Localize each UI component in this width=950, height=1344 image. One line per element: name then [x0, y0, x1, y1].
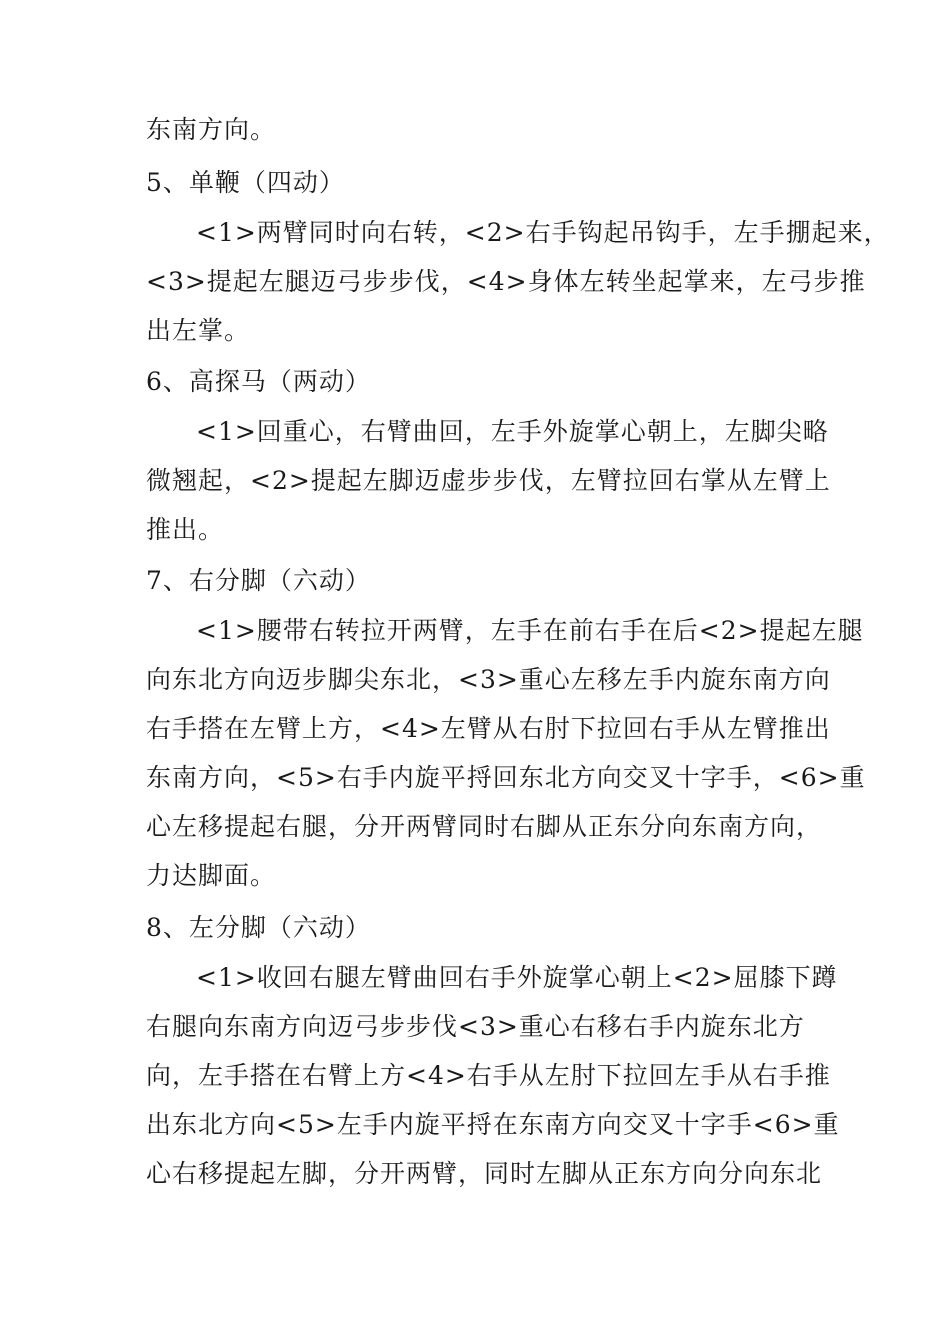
text-line: 出东北方向<5>左手内旋平捋在东南方向交叉十字手<6>重	[146, 1110, 840, 1139]
text-line: 向，左手搭在右臂上方<4>右手从左肘下拉回左手从右手推	[146, 1061, 831, 1090]
text-line: 推出。	[146, 515, 225, 544]
text-line: 出左掌。	[146, 316, 251, 345]
section-heading-high-pat-horse: 6、高探马（两动）	[146, 367, 371, 396]
section-heading-right-kick: 7、右分脚（六动）	[146, 566, 371, 595]
text-line: 微翘起，<2>提起左脚迈虚步步伐，左臂拉回右掌从左臂上	[146, 466, 831, 495]
text-line: 心左移提起右腿，分开两臂同时右脚从正东分向东南方向，	[146, 812, 823, 841]
text-line: 东南方向。	[146, 115, 277, 144]
text-line: 向东北方向迈步脚尖东北，<3>重心左移左手内旋东南方向	[146, 665, 831, 694]
text-line: <1>两臂同时向右转，<2>右手钩起吊钩手，左手掤起来，	[196, 218, 890, 247]
text-line: 力达脚面。	[146, 861, 277, 890]
text-line: 右腿向东南方向迈弓步步伐<3>重心右移右手内旋东北方	[146, 1012, 805, 1041]
text-line: 东南方向，<5>右手内旋平捋回东北方向交叉十字手，<6>重	[146, 763, 866, 792]
section-heading-single-whip: 5、单鞭（四动）	[146, 168, 345, 197]
text-line: <1>回重心，右臂曲回，左手外旋掌心朝上，左脚尖略	[196, 417, 829, 446]
text-line: <1>收回右腿左臂曲回右手外旋掌心朝上<2>屈膝下蹲	[196, 963, 838, 992]
text-line: 右手搭在左臂上方，<4>左臂从右肘下拉回右手从左臂推出	[146, 714, 831, 743]
section-heading-left-kick: 8、左分脚（六动）	[146, 913, 371, 942]
text-line: 心右移提起左脚，分开两臂，同时左脚从正东方向分向东北	[146, 1159, 823, 1188]
text-line: <3>提起左腿迈弓步步伐，<4>身体左转坐起掌来，左弓步推	[146, 267, 866, 296]
text-line: <1>腰带右转拉开两臂，左手在前右手在后<2>提起左腿	[196, 616, 864, 645]
